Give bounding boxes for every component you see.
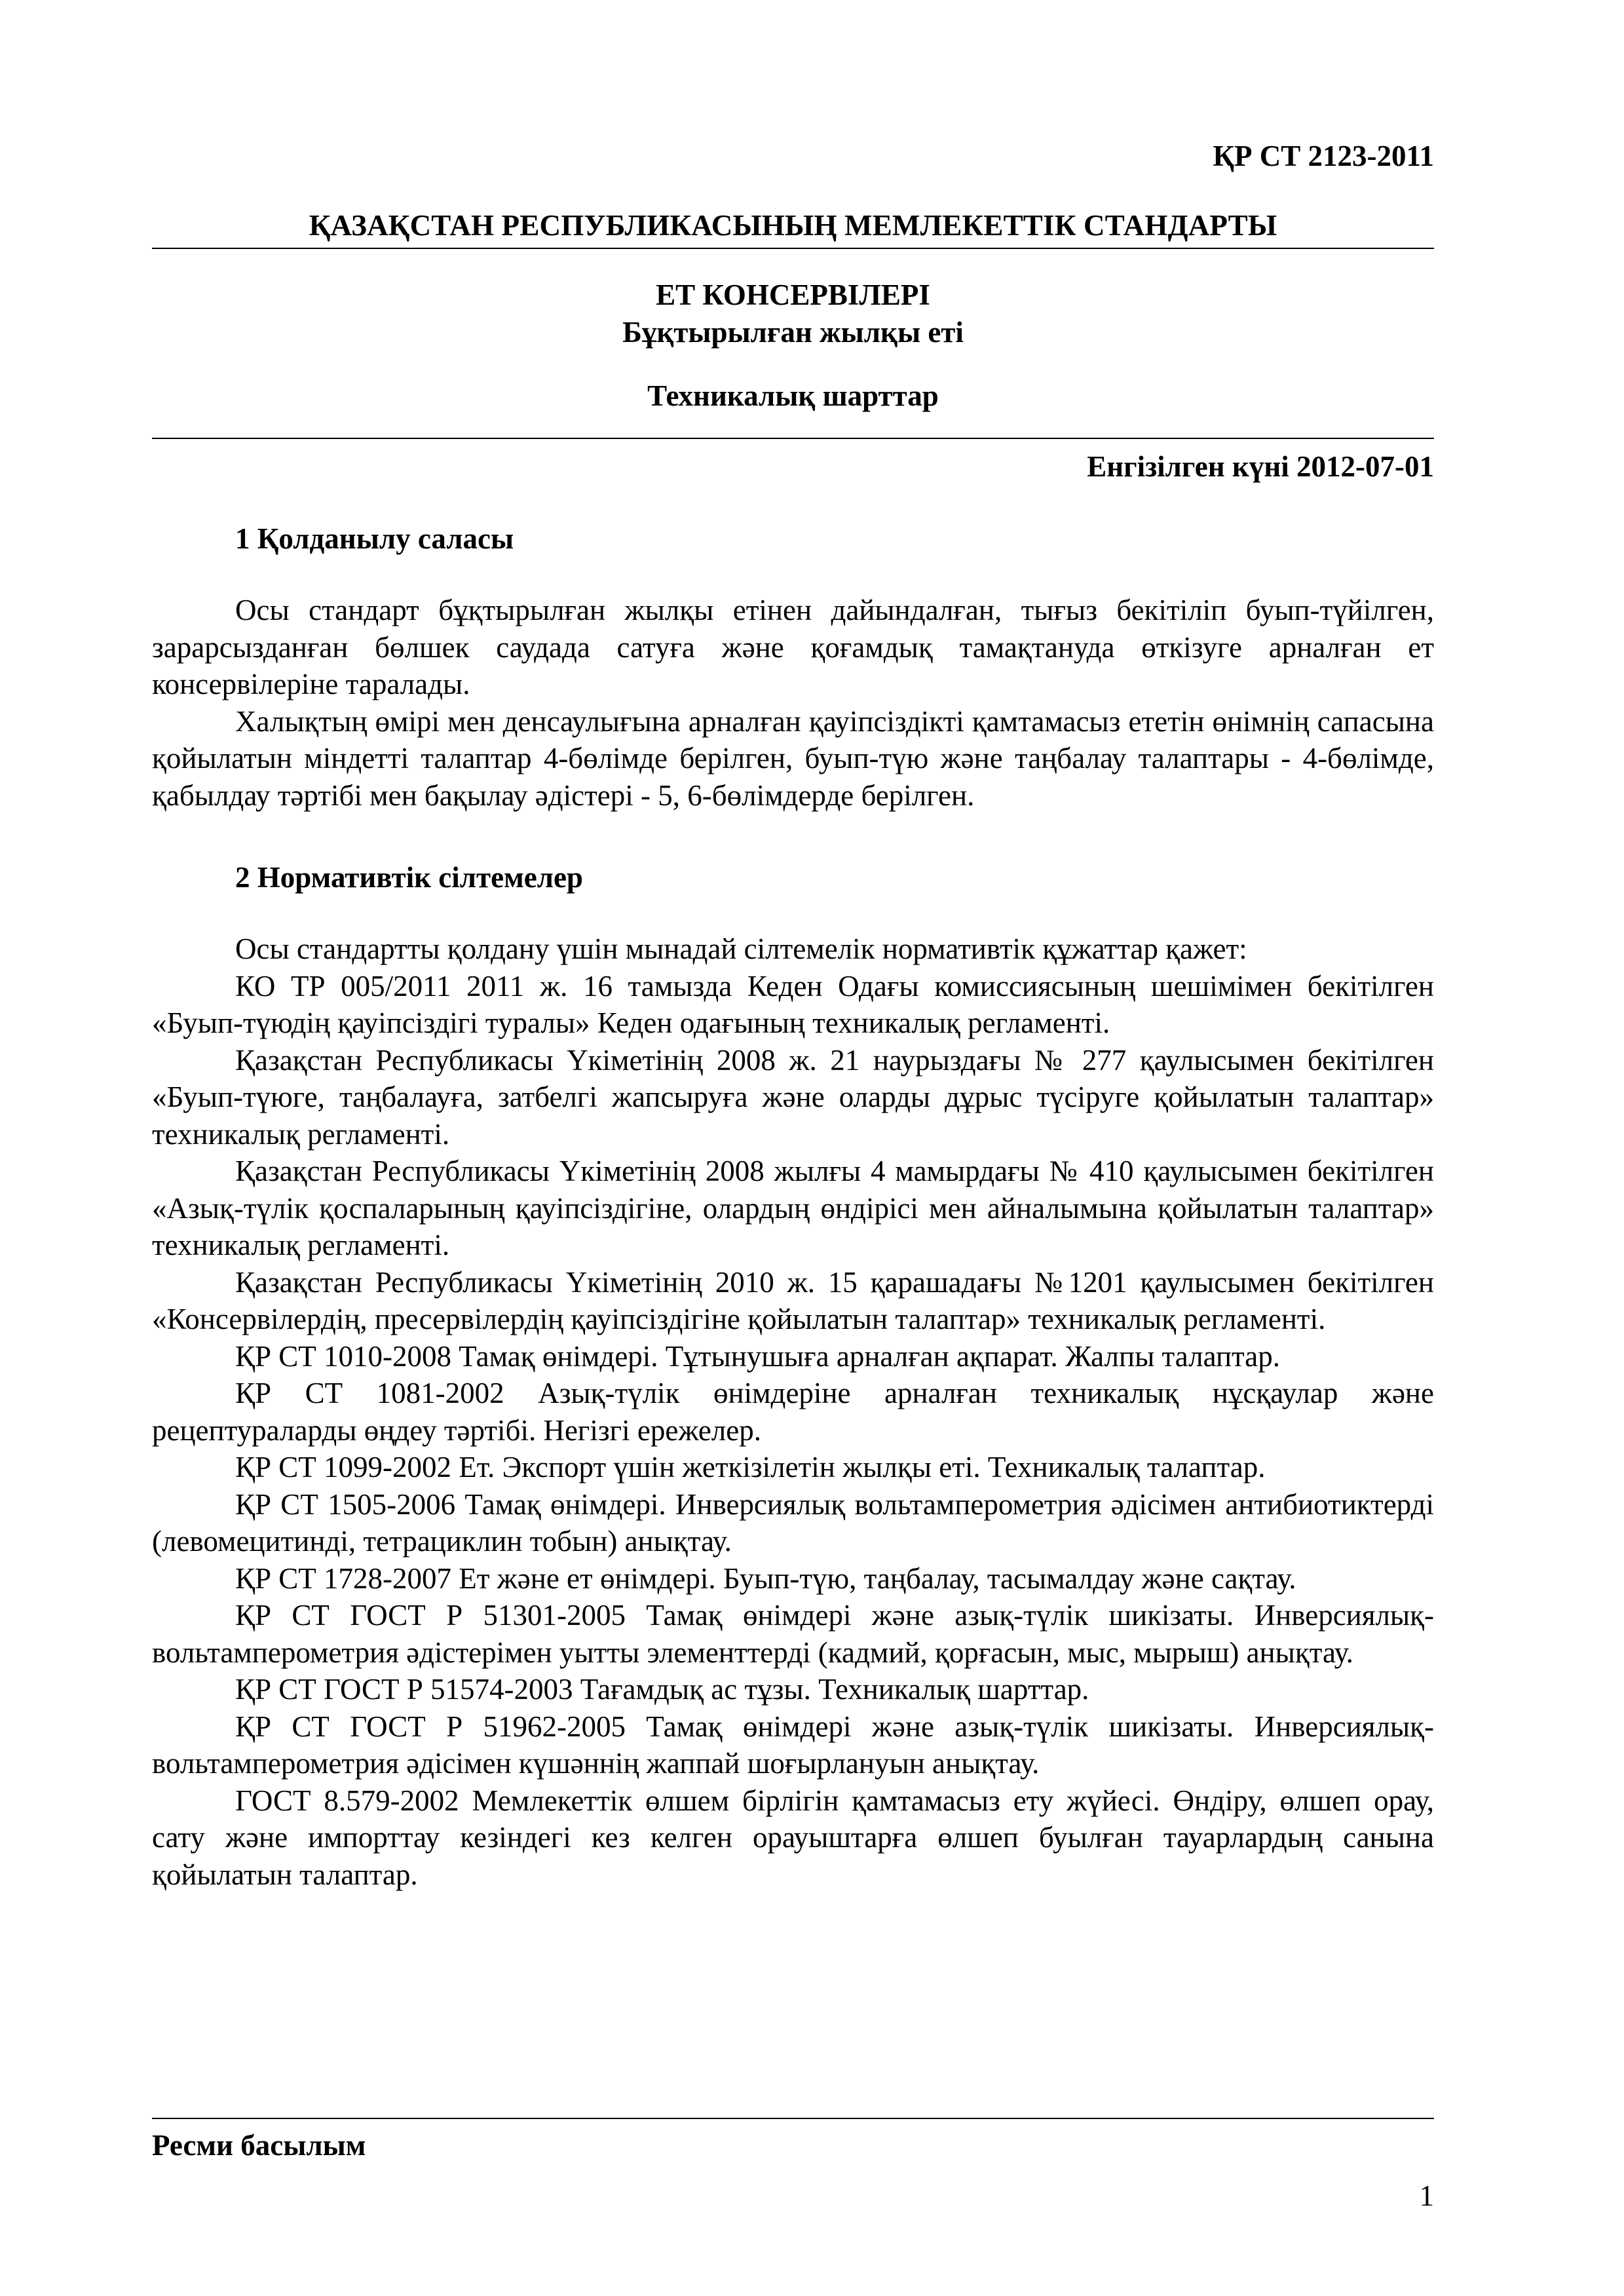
reference-item: ҚР СТ ГОСТ Р 51962-2005 Тамақ өнімдері және азық-түлік шикізаты. Инверсиялық-вольтамперометрия әдісімен күшәннің жаппай шоғырлануын анықтау. bbox=[152, 1710, 1434, 1780]
reference-item: ГОСТ 8.579-2002 Мемлекеттік өлшем бірлігін қамтамасыз ету жүйесі. Өндіру, өлшеп орау, сату және импорттау кезіндегі кез келген орауыштарға өлшеп буылған тауарлардың санына қойылатын талаптар. bbox=[152, 1784, 1434, 1891]
section2-body bbox=[152, 930, 1434, 1893]
paragraph: Халықтың өмірі мен денсаулығына арналған қауіпсіздікті қамтамасыз ететін өнімнің сапасына қойылатын міндетті талаптар 4-бөлімде берілген, буып-түю және таңбалау талаптары - 4-бөлімде, қабылдау тәртібі мен бақылау әдістері - 5, 6-бөлімдерде берілген. bbox=[152, 704, 1434, 812]
reference-item: ҚР СТ 1099-2002 Ет. Экспорт үшін жеткізілетін жылқы еті. Техникалық талаптар. bbox=[235, 1451, 1266, 1483]
main-title: ЕТ КОНСЕРВІЛЕРІ bbox=[656, 278, 930, 311]
document-type: Техникалық шарттар bbox=[647, 379, 939, 412]
section1-heading: 1 Қолданылу саласы bbox=[235, 522, 514, 555]
official-edition-label: Ресми басылым bbox=[152, 2129, 366, 2162]
reference-item: ҚР СТ 1010-2008 Тамақ өнімдері. Тұтынушыға арналған ақпарат. Жалпы талаптар. bbox=[235, 1339, 1280, 1373]
reference-item: ҚР СТ 1081-2002 Азық-түлік өнімдеріне арналған техникалық нұсқаулар және рецептураларды өңдеу тәртібі. Негізгі ережелер. bbox=[152, 1377, 1434, 1447]
reference-item: ҚР СТ 1728-2007 Ет және ет өнімдері. Буып-түю, таңбалау, тасымалдау және сақтау. bbox=[235, 1561, 1296, 1595]
footer-divider bbox=[152, 2118, 1434, 2119]
page-number: 1 bbox=[1419, 2179, 1434, 2212]
paragraph: Осы стандарт бұқтырылған жылқы етінен дайындалған, тығыз бекітіліп буып-түйілген, зарарсызданған бөлшек саудада сатуға және қоғамдық тамақтануда өткізуге арналған ет консервілеріне таралады. bbox=[152, 594, 1434, 700]
reference-item: Қазақстан Республикасы Үкіметінің 2010 ж. 15 қарашадағы №1201 қаулысымен бекітілген «Консервілердің, пресервілердің қауіпсіздігіне қойылатын талаптар» техникалық регламенті. bbox=[152, 1265, 1434, 1335]
reference-item: КО ТР 005/2011 2011 ж. 16 тамызда Кеден Одағы комиссиясының шешімімен бекітілген «Буып-түюдің қауіпсіздігі туралы» Кеден одағының техникалық регламенті. bbox=[152, 969, 1434, 1039]
section1-body bbox=[152, 592, 1434, 814]
state-standard-title: ҚАЗАҚСТАН РЕСПУБЛИКАСЫНЫҢ МЕМЛЕКЕТТІК СТАНДАРТЫ bbox=[309, 209, 1277, 242]
subtitle: Бұқтырылған жылқы еті bbox=[622, 316, 964, 349]
reference-item: Қазақстан Республикасы Үкіметінің 2008 ж. 21 наурыздағы № 277 қаулысымен бекітілген «Буып-түюге, таңбалауға, затбелгі жапсыруға және оларды дұрыс түсіруге қойылатын талаптар» техникалық регламенті. bbox=[152, 1043, 1434, 1151]
paragraph: Осы стандартты қолдану үшін мынадай сілтемелік нормативтік құжаттар қажет: bbox=[235, 932, 1247, 965]
reference-item: ҚР СТ ГОСТ Р 51301-2005 Тамақ өнімдері және азық-түлік шикізаты. Инверсиялық-вольтамперометрия әдістерімен уытты элементтерді (кадмий, қорғасын, мыс, мырыш) анықтау. bbox=[152, 1599, 1434, 1669]
reference-item: Қазақстан Республикасы Үкіметінің 2008 жылғы 4 мамырдағы № 410 қаулысымен бекітілген «Азық-түлік қоспаларының қауіпсіздігіне, олардың өндірісі мен айналымына қойылатын талаптар» техникалық регламенті. bbox=[152, 1155, 1434, 1261]
title-divider bbox=[152, 248, 1434, 249]
title-block-divider bbox=[152, 438, 1434, 439]
section2-heading: 2 Нормативтік сілтемелер bbox=[235, 861, 583, 894]
reference-item: ҚР СТ 1505-2006 Тамақ өнімдері. Инверсиялық вольтамперометрия әдісімен антибиотиктерді (левомецитинді, тетрациклин тобын) анықтау. bbox=[152, 1487, 1434, 1558]
introduction-date: Енгізілген күні 2012-07-01 bbox=[1087, 450, 1434, 483]
reference-item: ҚР СТ ГОСТ Р 51574-2003 Тағамдық ас тұзы. Техникалық шарттар. bbox=[235, 1673, 1089, 1706]
document-code: ҚР СТ 2123-2011 bbox=[1213, 140, 1434, 172]
